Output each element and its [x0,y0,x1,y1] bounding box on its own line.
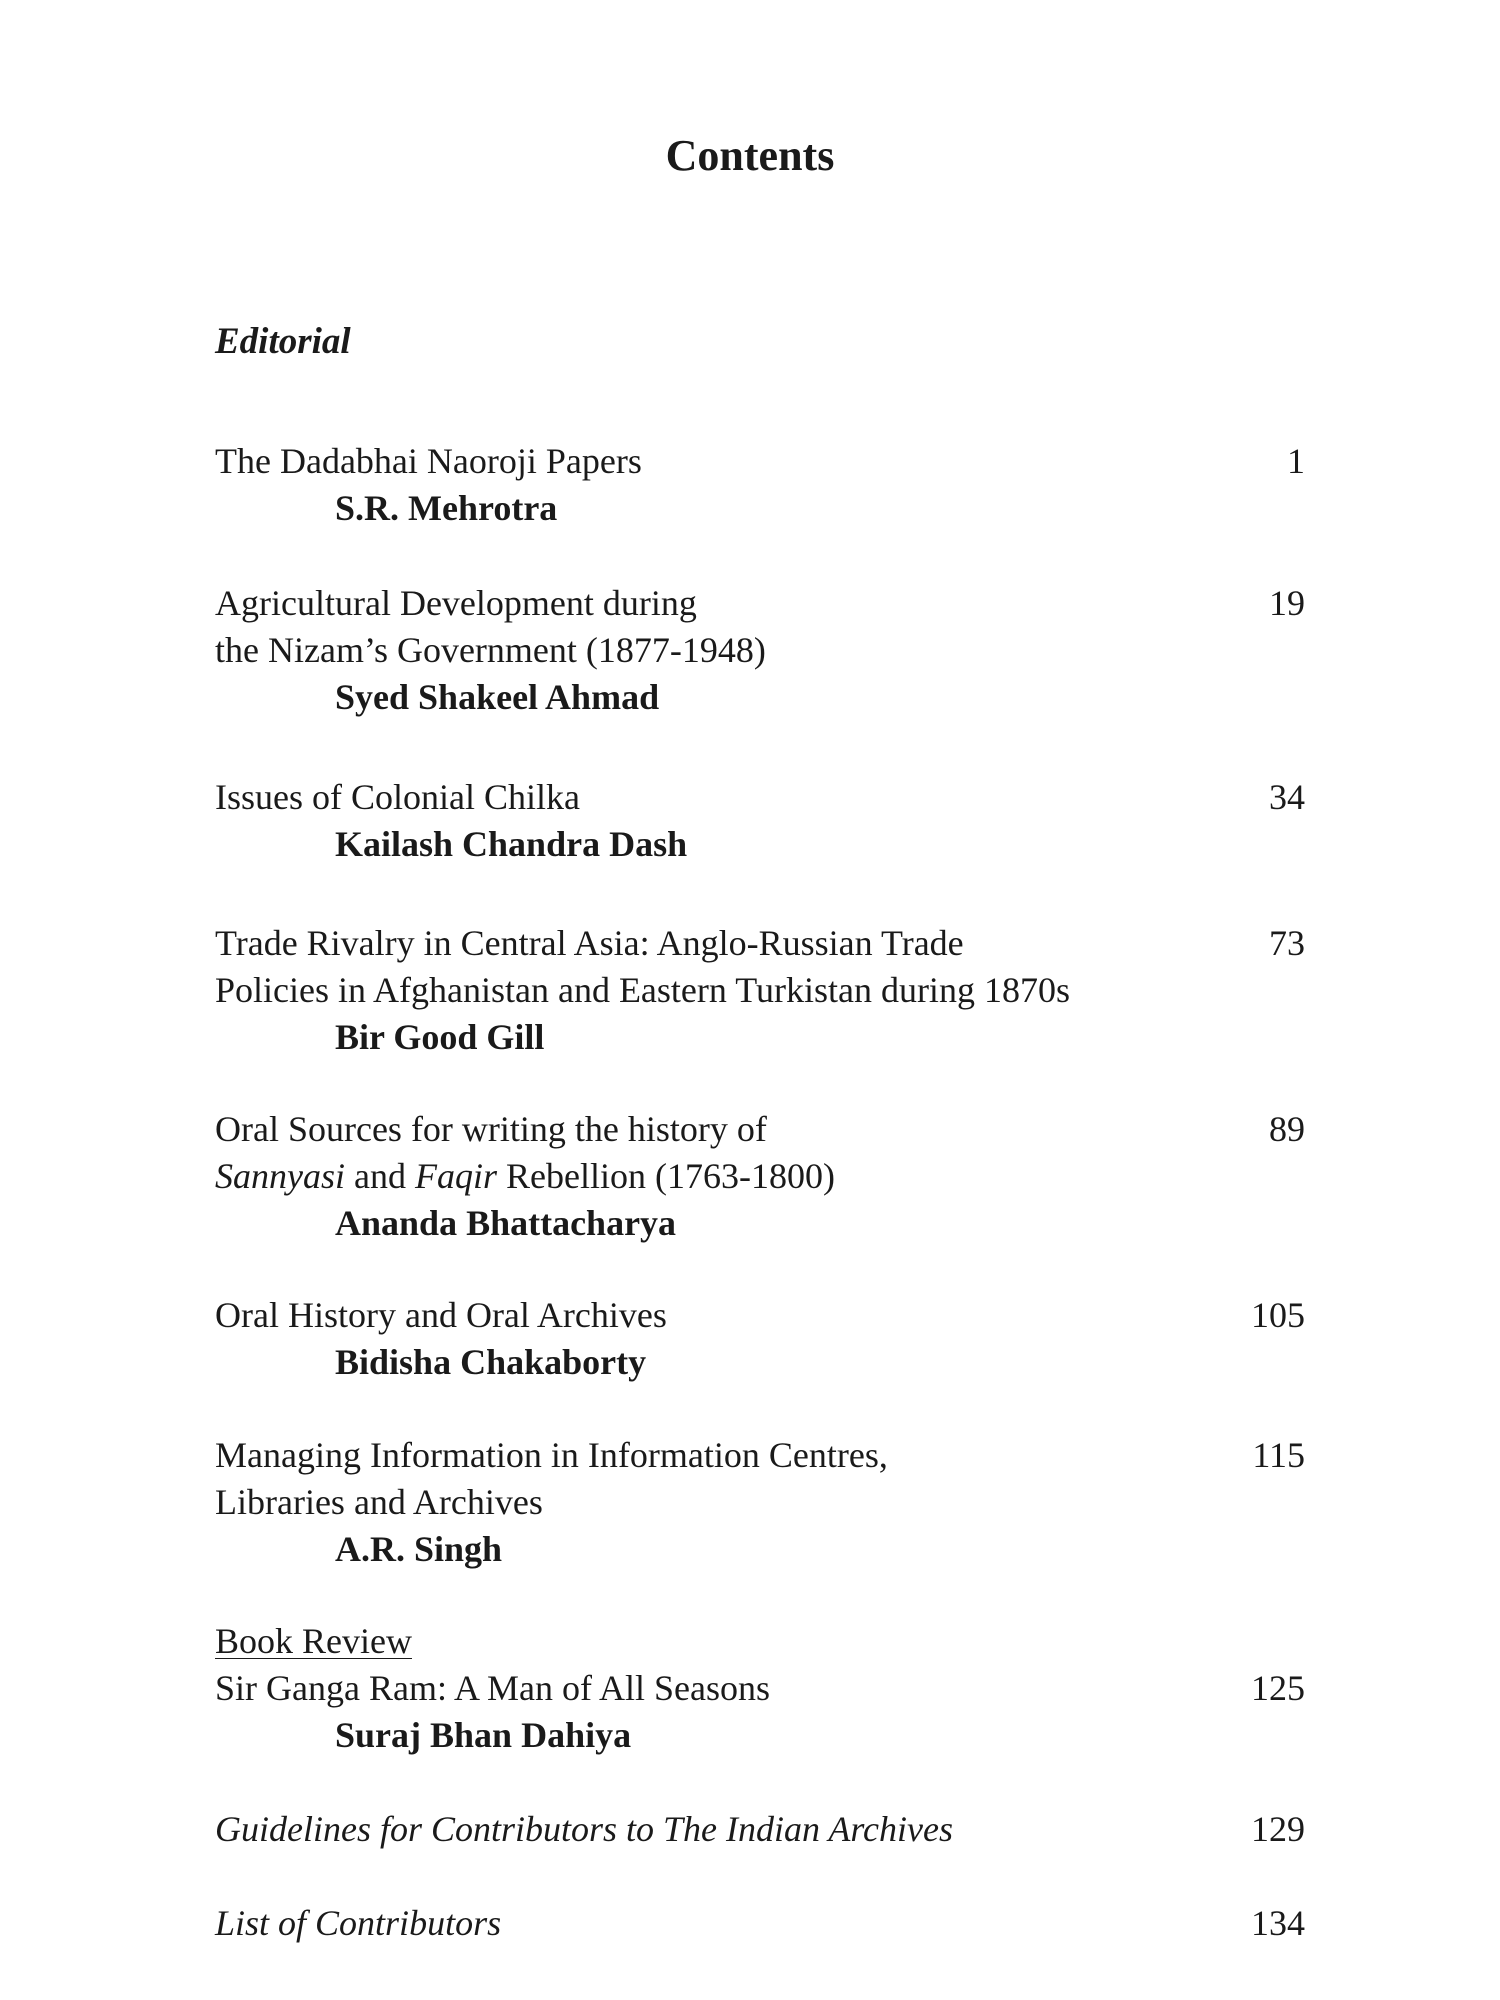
entry-title: List of Contributors [215,1903,502,1943]
toc-entry[interactable] [215,920,1305,1061]
entry-page-number: 105 [1251,1295,1305,1335]
toc-entry[interactable] [215,1106,1305,1247]
entry-page-number: 125 [1251,1668,1305,1708]
entry-title-line-2: Policies in Afghanistan and Eastern Turkistan during 1870s [215,970,1070,1010]
entry-title: Oral History and Oral Archives [215,1295,667,1335]
entry-page-number: 73 [1269,923,1305,963]
toc-entry-guidelines[interactable] [215,1806,1305,1853]
book-review-label: Book Review [215,1621,412,1661]
entry-page-number: 19 [1269,583,1305,623]
toc-entry[interactable] [215,1292,1305,1386]
italic-term-faqir: Faqir [414,1156,497,1196]
entry-title: Guidelines for Contributors to The Indian Archives [215,1809,953,1849]
entry-author: Bir Good Gill [335,1017,545,1057]
entry-title: Sir Ganga Ram: A Man of All Seasons [215,1668,770,1708]
entry-author: Ananda Bhattacharya [335,1203,677,1243]
italic-term-sannyasi: Sannyasi [215,1156,345,1196]
entry-title: Agricultural Development during [215,583,697,623]
entry-title: Trade Rivalry in Central Asia: Anglo-Russian Trade [215,923,964,963]
entry-author: A.R. Singh [335,1529,503,1569]
toc-entry[interactable] [215,774,1305,868]
entry-author: Bidisha Chakaborty [335,1342,647,1382]
entry-page-number: 134 [1251,1903,1305,1943]
entry-page-number: 1 [1287,441,1305,481]
entry-author: S.R. Mehrotra [335,488,558,528]
section-label-editorial: Editorial [215,321,351,362]
entry-title-line-2 [215,1153,1305,1200]
page-title: Contents [665,131,835,180]
entry-title: Oral Sources for writing the history of [215,1109,767,1149]
toc-entry[interactable] [215,1432,1305,1573]
entry-author: Suraj Bhan Dahiya [335,1715,632,1755]
toc-entry[interactable] [215,438,1305,532]
toc-entry-contributors[interactable] [215,1900,1305,1947]
title-connector: and [345,1156,415,1196]
entry-page-number: 89 [1269,1109,1305,1149]
entry-page-number: 129 [1251,1809,1305,1849]
entry-author: Kailash Chandra Dash [335,824,688,864]
entry-page-number: 115 [1252,1435,1305,1475]
entry-title-line-2: the Nizam’s Government (1877-1948) [215,630,766,670]
entry-title: The Dadabhai Naoroji Papers [215,441,642,481]
entry-title-line-2: Libraries and Archives [215,1482,543,1522]
title-remainder: Rebellion (1763-1800) [497,1156,835,1196]
entry-author: Syed Shakeel Ahmad [335,677,660,717]
toc-entry[interactable] [215,580,1305,721]
entry-page-number: 34 [1269,777,1305,817]
entry-title: Managing Information in Information Centres, [215,1435,888,1475]
toc-entry-book-review[interactable] [215,1618,1305,1759]
entry-title: Issues of Colonial Chilka [215,777,580,817]
